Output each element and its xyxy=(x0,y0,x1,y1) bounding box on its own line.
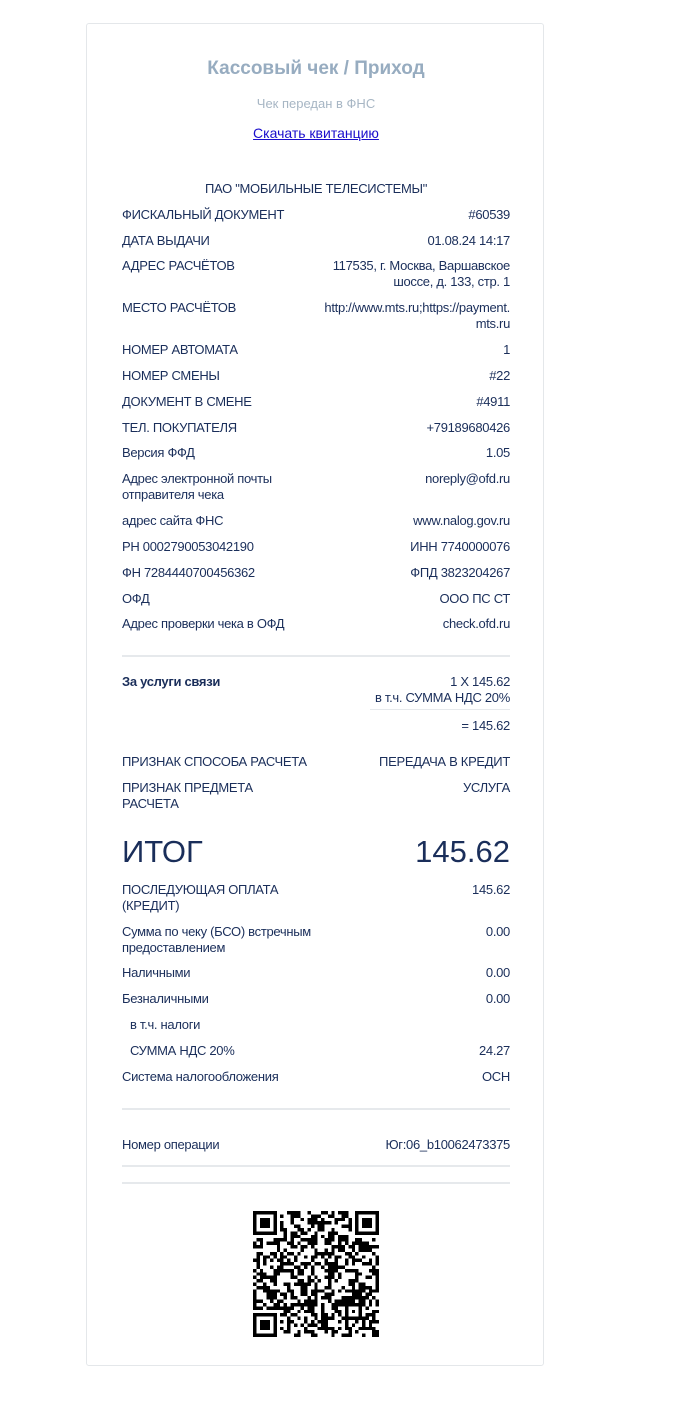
info-label: Версия ФФД xyxy=(122,445,195,460)
info-label: ДОКУМЕНТ В СМЕНЕ xyxy=(122,394,252,409)
info-value: #60539 xyxy=(468,207,510,222)
info-value: #22 xyxy=(489,368,510,383)
info-label: НОМЕР СМЕНЫ xyxy=(122,368,220,383)
operation-value: Юг:06_b10062473375 xyxy=(385,1137,510,1152)
payment-label: Наличными xyxy=(122,965,191,980)
payment-label: в т.ч. налоги xyxy=(130,1017,201,1032)
item-attr-label: ПРИЗНАК ПРЕДМЕТА РАСЧЕТА xyxy=(122,780,253,811)
info-value: #4911 xyxy=(476,394,510,409)
info-label: ОФД xyxy=(122,591,150,606)
item-name: За услуги связи xyxy=(122,674,221,689)
total-value: 145.62 xyxy=(415,834,510,869)
info-value: 1 xyxy=(503,342,510,357)
total-label: ИТОГ xyxy=(122,834,203,869)
total-row xyxy=(122,834,510,874)
info-label: РН 0002790053042190 xyxy=(122,539,254,554)
info-label: МЕСТО РАСЧЁТОВ xyxy=(122,300,236,315)
info-value: 1.05 xyxy=(485,445,510,460)
item-attr-label: ПРИЗНАК СПОСОБА РАСЧЕТА xyxy=(122,754,307,769)
download-receipt-link[interactable]: Скачать квитанцию xyxy=(253,125,379,141)
info-value: ИНН 7740000076 xyxy=(410,539,510,554)
divider xyxy=(122,1182,510,1184)
info-value: ФПД 3823204267 xyxy=(410,565,510,580)
payment-value: 0.00 xyxy=(485,991,510,1006)
payment-label: ПОСЛЕДУЮЩАЯ ОПЛАТА (КРЕДИТ) xyxy=(122,882,279,913)
info-label: ФИСКАЛЬНЫЙ ДОКУМЕНТ xyxy=(122,207,285,222)
info-label: АДРЕС РАСЧЁТОВ xyxy=(122,258,235,273)
info-label: ФН 7284440700456362 xyxy=(122,565,255,580)
info-label: ДАТА ВЫДАЧИ xyxy=(122,233,210,248)
divider xyxy=(122,655,510,657)
item-vat: в т.ч. СУММА НДС 20% xyxy=(374,690,510,705)
operation-label: Номер операции xyxy=(122,1137,220,1152)
payment-label: СУММА НДС 20% xyxy=(130,1043,235,1058)
item-divider xyxy=(370,709,510,710)
info-label: Адрес электронной почты отправителя чека xyxy=(122,471,272,502)
info-value: check.ofd.ru xyxy=(442,616,510,631)
item-attr-value: УСЛУГА xyxy=(462,780,510,795)
qr-code-icon xyxy=(253,1211,379,1337)
item-total: = 145.62 xyxy=(461,718,510,733)
payment-label: Система налогообложения xyxy=(122,1069,279,1084)
info-value: ООО ПС СТ xyxy=(439,591,510,606)
payment-label: Безналичными xyxy=(122,991,209,1006)
item-qty-price: 1 X 145.62 xyxy=(450,674,510,689)
info-value: 117535, г. Москва, Варшавское шоссе, д. 133, стр. 1 xyxy=(332,258,510,289)
info-value: http://www.mts.ru;https://payment.mts.ru xyxy=(324,300,510,331)
payment-value: 0.00 xyxy=(485,965,510,980)
receipt-card xyxy=(86,23,544,1366)
payment-value: ОСН xyxy=(482,1069,510,1084)
item-attr-value: ПЕРЕДАЧА В КРЕДИТ xyxy=(379,754,510,769)
info-value: +79189680426 xyxy=(426,420,510,435)
company-name: ПАО "МОБИЛЬНЫЕ ТЕЛЕСИСТЕМЫ" xyxy=(204,181,428,196)
divider xyxy=(122,1165,510,1167)
payment-value: 145.62 xyxy=(472,882,510,897)
info-label: НОМЕР АВТОМАТА xyxy=(122,342,238,357)
info-label: ТЕЛ. ПОКУПАТЕЛЯ xyxy=(122,420,237,435)
divider xyxy=(122,1108,510,1110)
payment-value: 0.00 xyxy=(485,924,510,939)
info-value: 01.08.24 14:17 xyxy=(427,233,510,248)
receipt-title: Кассовый чек / Приход xyxy=(207,58,425,79)
download-receipt xyxy=(87,125,545,141)
info-label: адрес сайта ФНС xyxy=(122,513,224,528)
payment-label: Сумма по чеку (БСО) встречным предоставлением xyxy=(122,924,311,955)
payment-value: 24.27 xyxy=(478,1043,510,1058)
info-value: www.nalog.gov.ru xyxy=(413,513,510,528)
fns-status: Чек передан в ФНС xyxy=(256,96,376,111)
info-value: noreply@ofd.ru xyxy=(425,471,510,486)
info-label: Адрес проверки чека в ОФД xyxy=(122,616,285,631)
